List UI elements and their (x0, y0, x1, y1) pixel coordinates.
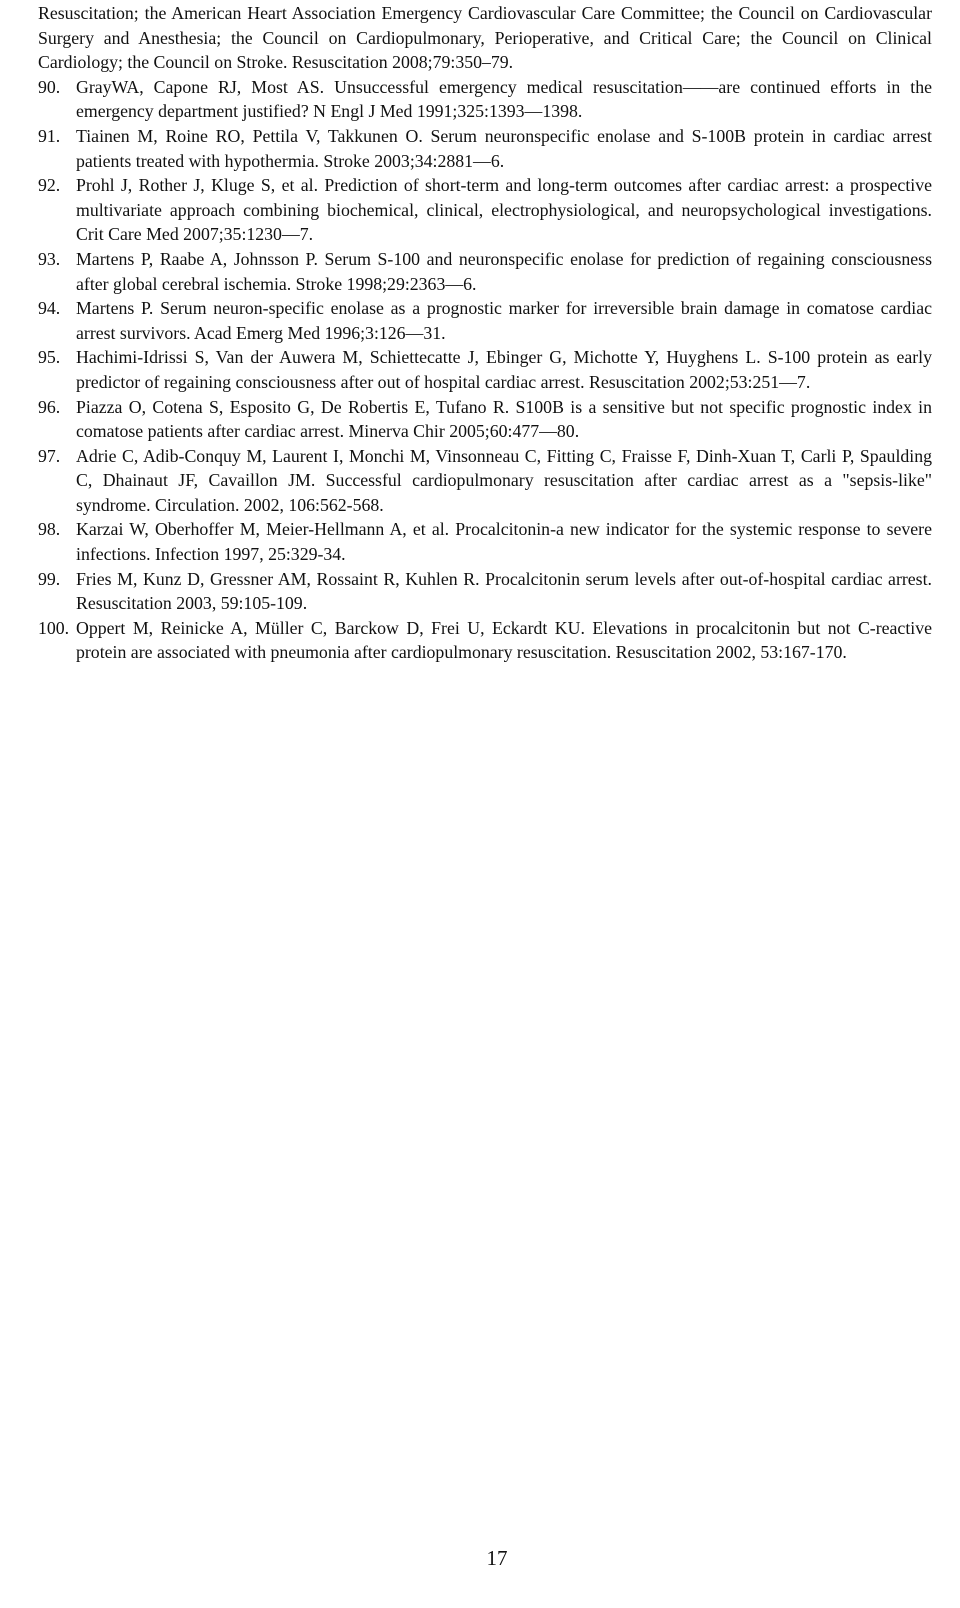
reference-item (38, 296, 932, 345)
reference-item (38, 75, 932, 124)
reference-text: Martens P, Raabe A, Johnsson P. Serum S-100 and neuronspecific enolase for prediction of regaining consciousness after global cerebral ischemia. Stroke 1998;29:2363—6. (76, 248, 932, 294)
reference-number: 100. (38, 617, 70, 638)
reference-number: 94. (38, 298, 61, 319)
reference-number: 97. (38, 445, 61, 466)
reference-number: 90. (38, 76, 61, 97)
reference-text: GrayWA, Capone RJ, Most AS. Unsuccessful emergency medical resuscitation——are continued efforts in the emergency department justified? N Engl J Med 1991;325:1393—1398. (76, 76, 932, 122)
reference-text: Hachimi-Idrissi S, Van der Auwera M, Schiettecatte J, Ebinger G, Michotte Y, Huyghens L. S-100 protein as early predictor of regaining consciousness after out of hospital cardiac arrest. Resuscitation 2002;53:251—7. (76, 347, 932, 392)
reference-number: 93. (38, 248, 61, 269)
reference-item (38, 517, 932, 566)
reference-number: 95. (38, 347, 61, 368)
reference-text: Martens P. Serum neuron-specific enolase as a prognostic marker for irreversible brain damage in comatose cardiac arrest survivors. Acad Emerg Med 1996;3:126—31. (76, 298, 932, 343)
reference-item (38, 345, 932, 394)
reference-item (38, 395, 932, 444)
reference-number: 96. (38, 396, 61, 417)
reference-number: 91. (38, 125, 61, 146)
reference-item (38, 616, 932, 665)
page-number: 17 (486, 1546, 508, 1570)
reference-number: 99. (38, 568, 61, 589)
reference-text: Adrie C, Adib-Conquy M, Laurent I, Monchi M, Vinsonneau C, Fitting C, Fraisse F, Dinh-Xuan T, Carli P, Spaulding C, Dhainaut JF, Cavaillon JM. Successful cardiopulmonary resuscitation after cardiac arrest as a "sepsis-like" syndrome. Circulation. 2002, 106:562-568. (76, 445, 932, 515)
reference-number: 92. (38, 175, 61, 196)
reference-continuation: Resuscitation; the American Heart Association Emergency Cardiovascular Care Committee; the Council on Cardiovascular Surgery and Anesthesia; the Council on Cardiopulmonary, Perioperative, and Critical Care; the Council on Clinical Cardiology; the Council on Stroke. Resuscitation 2008;79:350–79. (38, 3, 932, 73)
reference-item (38, 444, 932, 518)
reference-text: Oppert M, Reinicke A, Müller C, Barckow D, Frei U, Eckardt KU. Elevations in procalcitonin but not C-reactive protein are associated with pneumonia after cardiopulmonary resuscitation. Resuscitation 2002, 53:167-170. (76, 617, 932, 663)
reference-item (38, 567, 932, 616)
reference-number: 98. (38, 519, 61, 540)
reference-text: Piazza O, Cotena S, Esposito G, De Robertis E, Tufano R. S100B is a sensitive but not specific prognostic index in comatose patients after cardiac arrest. Minerva Chir 2005;60:477—80. (76, 396, 932, 442)
reference-list (38, 0, 932, 665)
reference-text: Karzai W, Oberhoffer M, Meier-Hellmann A, et al. Procalcitonin-a new indicator for the systemic response to severe infections. Infection 1997, 25:329-34. (76, 519, 932, 565)
reference-item (38, 124, 932, 173)
reference-item (38, 173, 932, 247)
document-page (38, 0, 932, 1608)
reference-text: Fries M, Kunz D, Gressner AM, Rossaint R, Kuhlen R. Procalcitonin serum levels after out-of-hospital cardiac arrest. Resuscitation 2003, 59:105-109. (76, 568, 932, 614)
reference-text: Prohl J, Rother J, Kluge S, et al. Prediction of short-term and long-term outcomes after cardiac arrest: a prospective multivariate approach combining biochemical, clinical, electrophysiological, and neuropsychological investigations. Crit Care Med 2007;35:1230—7. (76, 175, 932, 245)
reference-item (38, 247, 932, 296)
reference-text: Tiainen M, Roine RO, Pettila V, Takkunen O. Serum neuronspecific enolase and S-100B protein in cardiac arrest patients treated with hypothermia. Stroke 2003;34:2881—6. (76, 125, 932, 171)
